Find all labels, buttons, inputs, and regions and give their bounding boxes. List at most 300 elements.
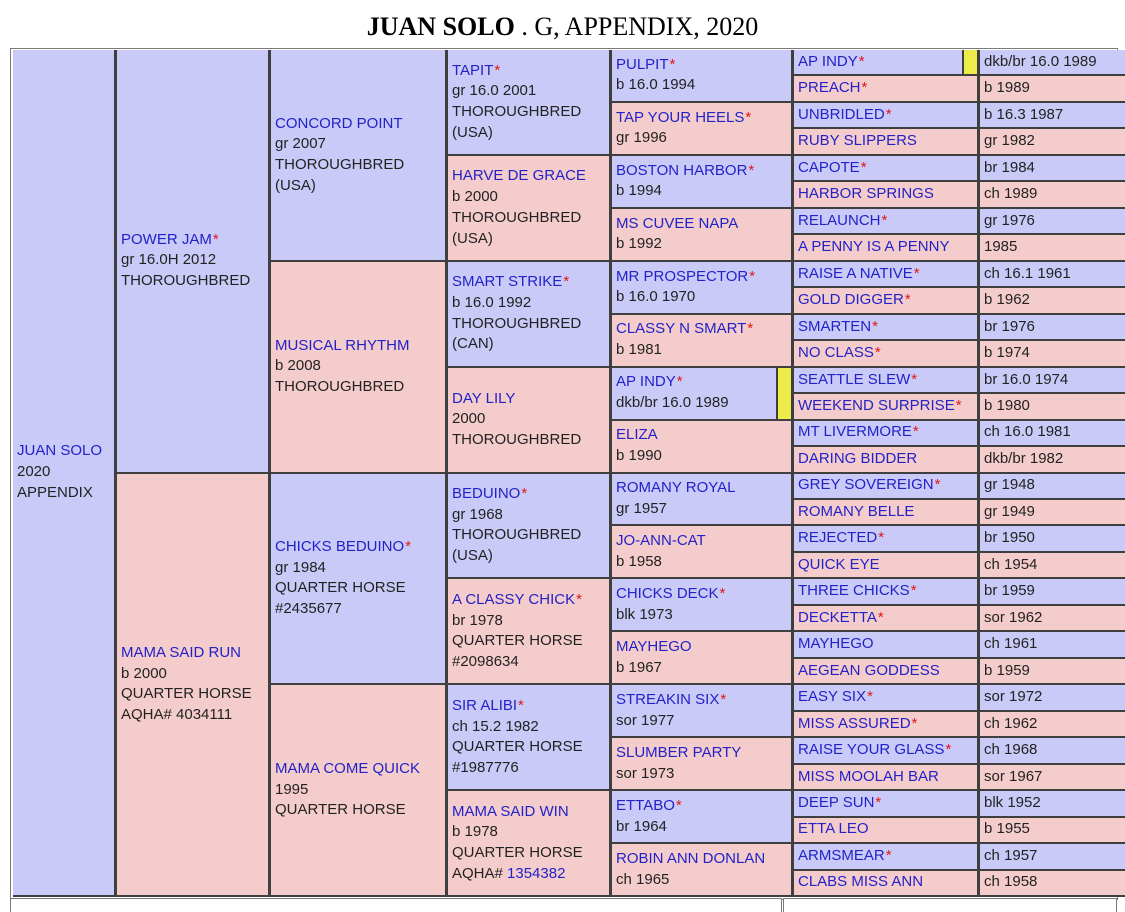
horse-info: QUARTER HORSE: [452, 844, 583, 862]
horse-info: ch 16.1 1961: [984, 264, 1071, 282]
pedigree-cell: [794, 262, 977, 288]
horse-entry: [616, 849, 787, 870]
pedigree-cell: [794, 474, 977, 500]
star-marker: *: [860, 158, 867, 176]
horse-info-cell: [980, 526, 1125, 552]
horse-info-cell: [980, 50, 1125, 76]
horse-name-link[interactable]: ETTA LEO: [798, 820, 869, 838]
horse-info: THOROUGHBRED: [275, 377, 405, 395]
horse-info-cell: [980, 156, 1125, 182]
horse-info: gr 1996: [616, 129, 667, 147]
horse-info-cell: [980, 844, 1125, 870]
horse-entry: [452, 61, 605, 82]
pedigree-cell: [612, 368, 791, 421]
horse-entry: [616, 214, 787, 235]
pedigree-table: [13, 50, 1115, 897]
horse-info-cell: [980, 421, 1125, 447]
horse-info: b 1955: [984, 820, 1030, 838]
horse-info: QUARTER HORSE: [452, 738, 583, 756]
horse-info: QUARTER HORSE: [121, 685, 252, 703]
pedigree-cell: [794, 129, 977, 155]
pedigree-cell: [794, 659, 977, 685]
pedigree-cell: [794, 606, 977, 632]
horse-entry: [275, 537, 441, 558]
horse-entry: [616, 637, 787, 658]
star-marker: *: [867, 688, 873, 706]
pedigree-cell: [794, 712, 977, 738]
star-marker: *: [872, 317, 878, 335]
horse-name-link[interactable]: DAY LILY: [452, 389, 516, 407]
pedigree-cell: [612, 262, 791, 315]
horse-name-link[interactable]: SMART STRIKE: [452, 273, 563, 291]
horse-info: gr 2007: [275, 135, 326, 153]
horse-info: ch 1961: [984, 635, 1038, 653]
pedigree-cell: [794, 738, 977, 764]
double-marker: [776, 368, 791, 419]
horse-entry: [616, 478, 787, 499]
horse-info: br 1964: [616, 817, 667, 835]
horse-info-cell: [980, 500, 1125, 526]
horse-name-link[interactable]: AP INDY: [616, 373, 676, 391]
pedigree-cell: [271, 50, 445, 262]
horse-info: br 1950: [984, 529, 1035, 547]
horse-name-link[interactable]: A PENNY IS A PENNY: [798, 238, 950, 256]
horse-name-link[interactable]: STREAKIN SIX: [616, 691, 720, 709]
horse-name-link[interactable]: MAMA SAID WIN: [452, 802, 569, 820]
horse-name-link[interactable]: RAISE A NATIVE: [798, 264, 913, 282]
pedigree-cell: [794, 421, 977, 447]
horse-info: gr 1968: [452, 505, 503, 523]
pedigree-cell: [612, 421, 791, 474]
pedigree-cell: [448, 474, 609, 580]
horse-entry: [616, 108, 787, 129]
pedigree-cell: [448, 50, 609, 156]
star-marker: *: [911, 370, 918, 388]
star-marker: *: [955, 396, 962, 414]
horse-info-cell: [980, 129, 1125, 155]
pedigree-cell: [794, 341, 977, 367]
horse-info: THOROUGHBRED: [452, 208, 582, 226]
pedigree-cell: [794, 765, 977, 791]
horse-info: b 16.3 1987: [984, 105, 1064, 123]
horse-name-link[interactable]: MAMA SAID RUN: [121, 643, 242, 661]
star-marker: *: [494, 61, 501, 79]
title-suffix: . G, APPENDIX, 2020: [514, 12, 759, 41]
pedigree-cell: [794, 871, 977, 897]
pedigree-cell: [612, 156, 791, 209]
pedigree-cell: [794, 368, 977, 394]
horse-info: gr 1949: [984, 502, 1035, 520]
pedigree-cell: [794, 500, 977, 526]
horse-name-link[interactable]: ROBIN ANN DONLAN: [616, 849, 766, 867]
registration-label: AQHA#: [452, 864, 508, 882]
star-marker: *: [669, 55, 676, 73]
horse-info: gr 1957: [616, 499, 667, 517]
horse-entry: [452, 696, 605, 717]
horse-info: sor 1973: [616, 764, 675, 782]
horse-info: br 1984: [984, 158, 1035, 176]
horse-name-link[interactable]: MS CUVEE NAPA: [616, 214, 739, 232]
horse-entry: [275, 759, 441, 780]
horse-info-cell: [980, 368, 1125, 394]
star-marker: *: [881, 211, 888, 229]
pedigree-cell: [271, 262, 445, 474]
horse-info: b 16.0 1970: [616, 288, 696, 306]
horse-info: b 1989: [984, 79, 1030, 97]
horse-entry: [616, 267, 787, 288]
star-marker: *: [675, 796, 682, 814]
horse-info: (CAN): [452, 335, 494, 353]
star-marker: *: [875, 794, 882, 812]
horse-info-cell: [980, 791, 1125, 817]
horse-info: b 1959: [984, 661, 1030, 679]
pedigree-cell: [612, 791, 791, 844]
star-marker: *: [518, 696, 524, 714]
pedigree-cell: [612, 315, 791, 368]
pedigree-cell: [117, 50, 268, 474]
pedigree-cell: [794, 156, 977, 182]
horse-info-cell: [980, 76, 1125, 102]
horse-info-cell: [980, 209, 1125, 235]
horse-info-cell: [980, 818, 1125, 844]
star-marker: *: [858, 52, 865, 70]
horse-info: b 1974: [984, 344, 1030, 362]
horse-info: THOROUGHBRED: [121, 272, 251, 290]
horse-info: (USA): [452, 123, 493, 141]
horse-info: sor 1967: [984, 767, 1043, 785]
horse-name-link[interactable]: QUICK EYE: [798, 555, 880, 573]
star-marker: *: [877, 608, 884, 626]
horse-name-link[interactable]: WEEKEND SURPRISE: [798, 396, 955, 414]
horse-info: sor 1972: [984, 688, 1043, 706]
horse-name-link[interactable]: RAISE YOUR GLASS: [798, 741, 945, 759]
horse-entry: [452, 802, 605, 823]
pedigree-cell: [612, 50, 791, 103]
horse-info: sor 1962: [984, 608, 1043, 626]
horse-info: b 1990: [616, 447, 662, 465]
horse-info: b 1994: [616, 182, 662, 200]
pedigree-cell: [117, 474, 268, 898]
pedigree-cell: [794, 235, 977, 261]
horse-info: gr 1948: [984, 476, 1035, 494]
horse-info: [452, 864, 605, 885]
horse-info: THOROUGHBRED: [452, 314, 582, 332]
star-marker: *: [747, 320, 754, 338]
horse-info-cell: [980, 765, 1125, 791]
horse-info: ch 15.2 1982: [452, 717, 539, 735]
pedigree-cell: [448, 579, 609, 685]
horse-info: gr 1984: [275, 558, 326, 576]
horse-name-link[interactable]: CHICKS BEDUINO: [275, 538, 405, 555]
pedigree-cell: [612, 209, 791, 262]
horse-info: gr 16.0 2001: [452, 82, 537, 100]
pedigree-cell: [612, 685, 791, 738]
horse-info: sor 1977: [616, 711, 675, 729]
horse-name-link[interactable]: SIR ALIBI: [452, 696, 518, 714]
horse-name-link[interactable]: REJECTED: [798, 529, 878, 547]
horse-name-link[interactable]: MISS ASSURED: [798, 714, 911, 732]
horse-entry: [275, 336, 441, 357]
star-marker: *: [878, 529, 885, 547]
pedigree-cell: [794, 447, 977, 473]
pedigree-cell: [794, 685, 977, 711]
horse-info: blk 1973: [616, 605, 673, 623]
pedigree-cell: [794, 209, 977, 235]
horse-name-link[interactable]: RUBY SLIPPERS: [798, 132, 917, 150]
next-table-cell: [783, 898, 1117, 912]
star-marker: *: [874, 344, 881, 362]
horse-info: ch 1989: [984, 185, 1038, 203]
horse-name-link[interactable]: CLASSY N SMART: [616, 320, 747, 338]
horse-info: ch 1962: [984, 714, 1038, 732]
horse-info: AQHA# 4034111: [121, 705, 233, 723]
horse-info: ch 1968: [984, 741, 1038, 759]
horse-name-link[interactable]: MISS MOOLAH BAR: [798, 767, 939, 785]
horse-name-link[interactable]: SLUMBER PARTY: [616, 743, 742, 761]
horse-name-link[interactable]: ELIZA: [616, 426, 658, 444]
horse-info: b 2000: [452, 188, 498, 206]
pedigree-cell: [794, 103, 977, 129]
horse-name-link[interactable]: DEEP SUN: [798, 794, 875, 812]
pedigree-cell: [612, 526, 791, 579]
horse-name-link[interactable]: CONCORD POINT: [275, 114, 403, 132]
star-marker: *: [676, 373, 683, 391]
horse-info-cell: [980, 712, 1125, 738]
pedigree-cell: [448, 791, 609, 897]
horse-entry: [17, 441, 110, 462]
horse-name-link[interactable]: HARBOR SPRINGS: [798, 185, 934, 203]
pedigree-cell: [448, 262, 609, 368]
horse-name-link[interactable]: AEGEAN GODDESS: [798, 661, 940, 679]
pedigree-cell: [448, 685, 609, 791]
pedigree-cell: [794, 526, 977, 552]
horse-name-link[interactable]: DECKETTA: [798, 608, 877, 626]
horse-info: (USA): [452, 229, 493, 247]
horse-info: br 1959: [984, 582, 1035, 600]
horse-info: b 16.0 1992: [452, 294, 532, 311]
horse-name-link[interactable]: ETTABO: [616, 796, 675, 814]
horse-entry: [121, 230, 264, 251]
star-marker: *: [576, 590, 582, 608]
horse-info-cell: [980, 262, 1125, 288]
pedigree-cell: [794, 182, 977, 208]
horse-entry: [616, 584, 787, 605]
horse-name-link[interactable]: UNBRIDLED: [798, 105, 885, 123]
horse-info: 1995: [275, 780, 309, 798]
pedigree-cell: [794, 76, 977, 102]
horse-name-link[interactable]: ROMANY BELLE: [798, 502, 915, 520]
pedigree-cell: [794, 818, 977, 844]
pedigree-cell: [13, 50, 114, 897]
pedigree-cell: [271, 474, 445, 686]
horse-name-link[interactable]: BOSTON HARBOR: [616, 161, 748, 179]
horse-info-cell: [980, 182, 1125, 208]
horse-info: QUARTER HORSE: [275, 579, 406, 597]
horse-info: b 1981: [616, 341, 662, 359]
horse-entry: [616, 796, 787, 817]
star-marker: *: [720, 691, 727, 709]
pedigree-cell: [794, 632, 977, 658]
horse-name-link[interactable]: DARING BIDDER: [798, 449, 918, 467]
horse-entry: [616, 531, 787, 552]
horse-info: ch 1965: [616, 870, 670, 888]
horse-entry: [452, 272, 605, 293]
horse-info: b 1962: [984, 291, 1030, 309]
horse-name-link[interactable]: MUSICAL RHYTHM: [275, 336, 410, 354]
star-marker: *: [861, 79, 868, 97]
horse-entry: [616, 372, 771, 393]
star-marker: *: [912, 423, 919, 441]
star-marker: *: [913, 264, 920, 282]
horse-entry: [452, 590, 605, 611]
horse-info: ch 1957: [984, 846, 1038, 864]
horse-info-cell: [980, 685, 1125, 711]
pedigree-cell: [448, 156, 609, 262]
horse-info-cell: [980, 579, 1125, 605]
horse-info-cell: [980, 659, 1125, 685]
horse-name-link[interactable]: A CLASSY CHICK: [452, 590, 576, 608]
horse-name-link[interactable]: MAYHEGO: [616, 638, 692, 656]
horse-info: 2020: [17, 463, 51, 481]
horse-name-link[interactable]: ROMANY ROYAL: [616, 479, 736, 497]
star-marker: *: [719, 585, 726, 603]
horse-name-link[interactable]: SMARTEN: [798, 317, 872, 335]
pedigree-cell: [612, 844, 791, 897]
horse-name-link[interactable]: RELAUNCH: [798, 211, 881, 229]
star-marker: *: [945, 741, 952, 759]
horse-name-link[interactable]: MT LIVERMORE: [798, 423, 912, 441]
horse-entry: [452, 484, 605, 505]
star-marker: *: [563, 273, 570, 291]
horse-info: ch 1954: [984, 555, 1038, 573]
horse-info: br 1978: [452, 611, 503, 629]
horse-info: gr 1976: [984, 211, 1035, 229]
horse-name-link[interactable]: JUAN SOLO: [17, 442, 103, 460]
horse-info-cell: [980, 447, 1125, 473]
pedigree-cell: [794, 791, 977, 817]
horse-entry: [121, 643, 264, 664]
horse-name-link[interactable]: PULPIT: [616, 55, 669, 73]
horse-info-cell: [980, 394, 1125, 420]
horse-info: ch 16.0 1981: [984, 423, 1071, 441]
star-marker: *: [885, 105, 892, 123]
horse-info: b 16.0 1994: [616, 76, 696, 94]
star-marker: *: [521, 485, 528, 503]
horse-info: APPENDIX: [17, 483, 93, 501]
star-marker: *: [405, 538, 412, 555]
next-table-edge: [13, 898, 1115, 911]
page-title: [0, 12, 1125, 42]
horse-info: dkb/br 16.0 1989: [616, 394, 729, 412]
horse-info-cell: [980, 474, 1125, 500]
horse-name-link[interactable]: JO-ANN-CAT: [616, 532, 706, 550]
horse-name-link[interactable]: HARVE DE GRACE: [452, 167, 586, 185]
star-marker: *: [745, 108, 752, 126]
star-marker: *: [904, 291, 911, 309]
horse-entry: [616, 425, 787, 446]
horse-name-link[interactable]: POWER JAM: [121, 230, 212, 248]
horse-info: ch 1958: [984, 873, 1038, 891]
horse-info: THOROUGHBRED: [452, 102, 582, 120]
horse-info: (USA): [275, 176, 316, 194]
star-marker: *: [749, 267, 756, 285]
star-marker: *: [910, 582, 917, 600]
star-marker: *: [934, 476, 941, 494]
horse-info: #2098634: [452, 653, 519, 670]
horse-name-link[interactable]: NO CLASS: [798, 344, 874, 362]
horse-info: b 2008: [275, 357, 321, 375]
horse-name-link[interactable]: TAPIT: [452, 61, 494, 79]
pedigree-cell: [612, 103, 791, 156]
horse-name-link[interactable]: GREY SOVEREIGN: [798, 476, 934, 494]
horse-info: b 2000: [121, 664, 167, 682]
horse-name-link[interactable]: EASY SIX: [798, 688, 867, 706]
horse-info: b 1967: [616, 658, 662, 676]
registration-link[interactable]: 1354382: [507, 864, 566, 882]
horse-info-cell: [980, 632, 1125, 658]
horse-name-link[interactable]: MR PROSPECTOR: [616, 267, 749, 285]
horse-name-link[interactable]: CLABS MISS ANN: [798, 873, 924, 891]
star-marker: *: [748, 161, 755, 179]
horse-info: THOROUGHBRED: [275, 155, 405, 173]
horse-name-link[interactable]: CHICKS DECK: [616, 585, 719, 603]
horse-name-link[interactable]: GOLD DIGGER: [798, 291, 904, 309]
horse-name-link[interactable]: BEDUINO: [452, 485, 521, 503]
pedigree-cell: [612, 632, 791, 685]
horse-entry: [616, 743, 787, 764]
horse-info: #2435677: [275, 600, 342, 618]
horse-info-cell: [980, 606, 1125, 632]
horse-name-link[interactable]: SEATTLE SLEW: [798, 370, 911, 388]
horse-info: THOROUGHBRED: [452, 430, 582, 448]
horse-info: b 1992: [616, 235, 662, 253]
horse-name-link[interactable]: TAP YOUR HEELS: [616, 108, 745, 126]
horse-info-cell: [980, 315, 1125, 341]
horse-info-cell: [980, 341, 1125, 367]
horse-name-link[interactable]: PREACH: [798, 79, 861, 97]
pedigree-cell: [794, 288, 977, 314]
star-marker: *: [212, 230, 219, 248]
horse-info: br 1976: [984, 317, 1035, 335]
horse-info: gr 1982: [984, 132, 1035, 150]
horse-info: blk 1952: [984, 794, 1041, 812]
horse-info-cell: [980, 871, 1125, 897]
horse-name-link[interactable]: CAPOTE: [798, 158, 860, 176]
horse-entry: [616, 690, 787, 711]
horse-info-cell: [980, 738, 1125, 764]
horse-name-link[interactable]: MAYHEGO: [798, 635, 874, 653]
horse-name-link[interactable]: AP INDY: [798, 52, 858, 70]
horse-entry: [452, 389, 605, 410]
horse-info: b 1958: [616, 552, 662, 570]
pedigree-cell: [794, 553, 977, 579]
horse-info: dkb/br 16.0 1989: [984, 52, 1097, 70]
horse-info: gr 16.0H 2012: [121, 251, 217, 269]
star-marker: *: [885, 846, 892, 864]
next-table-cell: [10, 898, 782, 912]
horse-name-link[interactable]: MAMA COME QUICK: [275, 760, 421, 778]
horse-info: (USA): [452, 547, 493, 565]
horse-info: b 1980: [984, 396, 1030, 414]
pedigree-cell: [612, 738, 791, 791]
pedigree-cell: [271, 685, 445, 897]
horse-name-link[interactable]: ARMSMEAR: [798, 846, 885, 864]
pedigree-cell: [794, 50, 977, 76]
pedigree-cell: [612, 474, 791, 527]
pedigree-cell: [612, 579, 791, 632]
pedigree-cell: [794, 844, 977, 870]
horse-name-link[interactable]: THREE CHICKS: [798, 582, 910, 600]
